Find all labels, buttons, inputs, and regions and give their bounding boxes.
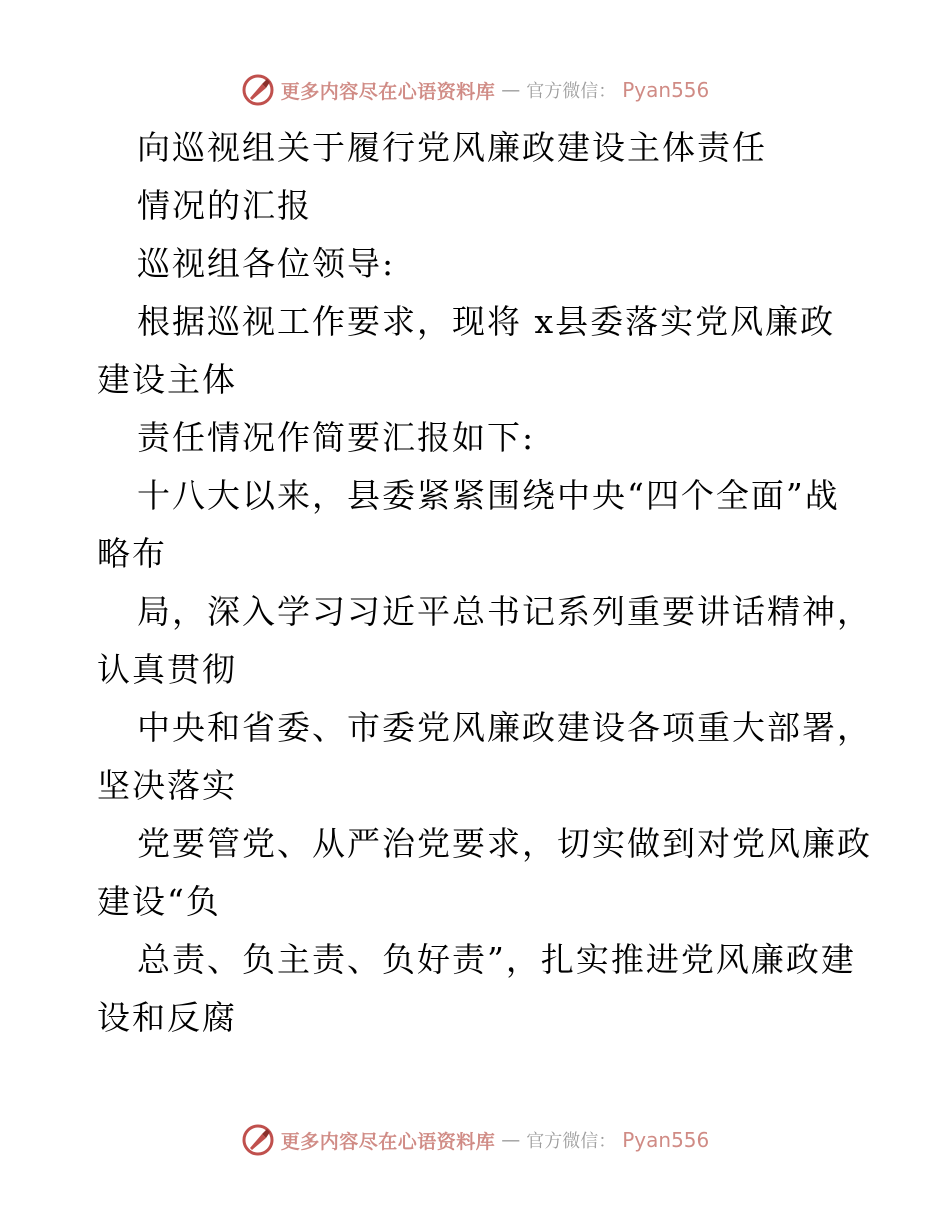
paragraph-line: 认真贯彻: [97, 650, 237, 689]
watermark-separator: —: [501, 79, 521, 101]
watermark-separator: —: [501, 1129, 521, 1151]
watermark-site-name: 更多内容尽在心语资料库: [280, 80, 496, 103]
paragraph-line: 略布: [97, 534, 167, 573]
paragraph-line: 党要管党、从严治党要求，切实做到对党风廉政: [137, 824, 872, 863]
paragraph-line: 设和反腐: [97, 998, 237, 1037]
paragraph-line: 根据巡视工作要求，现将 x县委落实党风廉政: [137, 302, 836, 341]
pen-nib-logo-icon: [241, 1123, 275, 1157]
paragraph-line: 建设“负: [97, 882, 221, 921]
watermark-site-name: 更多内容尽在心语资料库: [280, 1130, 496, 1153]
document-title-line-1: 向巡视组关于履行党风廉政建设主体责任: [137, 128, 767, 167]
document-title-line-2: 情况的汇报: [137, 186, 312, 225]
watermark-wechat-label: 官方微信：: [526, 1131, 617, 1152]
watermark-wechat-label: 官方微信：: [526, 81, 617, 102]
paragraph-line: 局，深入学习习近平总书记系列重要讲话精神，: [137, 592, 872, 631]
watermark-header: [0, 70, 950, 110]
watermark-wechat-id: Pyan556: [622, 1128, 710, 1152]
paragraph-line: 责任情况作简要汇报如下:: [137, 418, 536, 457]
paragraph-line: 总责、负主责、负好责”，扎实推进党风廉政建: [137, 940, 856, 979]
watermark-footer: [0, 1120, 950, 1160]
paragraph-line: 建设主体: [97, 360, 237, 399]
paragraph-line: 中央和省委、市委党风廉政建设各项重大部署，: [137, 708, 872, 747]
pen-nib-logo-icon: [241, 73, 275, 107]
paragraph-line: 十八大以来，县委紧紧围绕中央“四个全面”战: [137, 476, 840, 515]
salutation: 巡视组各位领导:: [137, 244, 396, 283]
watermark-wechat-id: Pyan556: [622, 78, 710, 102]
paragraph-line: 坚决落实: [97, 766, 237, 805]
